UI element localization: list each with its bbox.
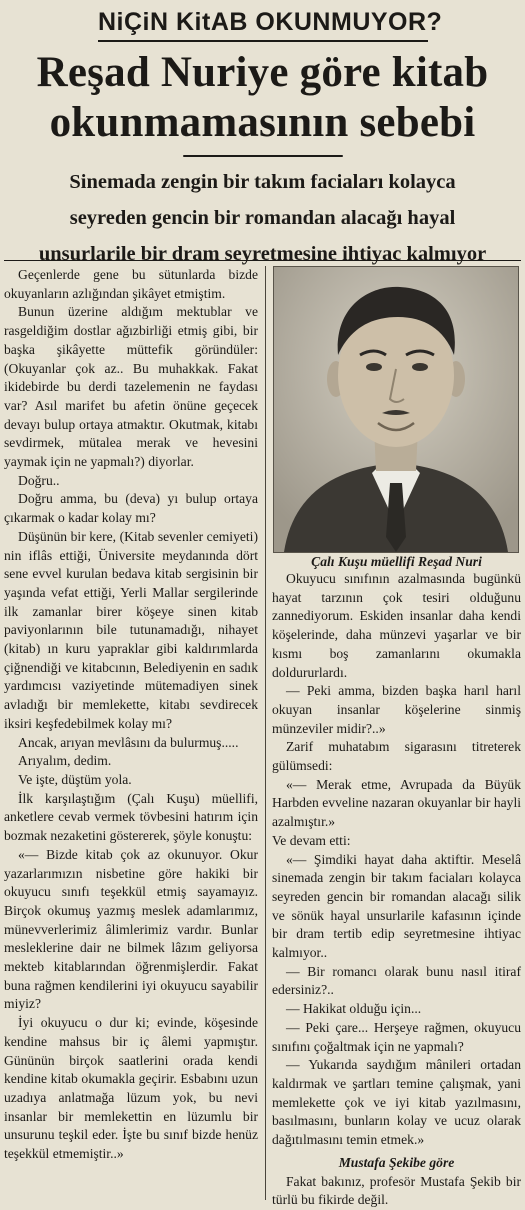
paragraph: — Peki amma, bizden başka harıl harıl okuyan insanlar köşelerine sinmiş münzeviler midir?..» bbox=[272, 683, 521, 736]
paragraph: Doğru amma, bu (deva) yı bulup ortaya çıkarmak o kadar kolay mı? bbox=[4, 491, 258, 526]
paragraph: — Bir romancı olarak bunu nasıl itiraf edersiniz?.. bbox=[272, 963, 521, 998]
paragraph: İyi okuyucu o dur ki; evinde, köşesinde kendine mahsus bir iç âlemi yapmıştır. Gününün birçok saatlerini orada kendi kendine kitab okumakla geçirir. Esbabını uzun uzadıya anlatmağa lüzum yok, bu nevi insanlar bir memlekettin en lüzumlu bir unsurunu teşkil eder. İşte bu sınıf bizde henüz teşekkül etmemiştir..» bbox=[4, 1015, 258, 1162]
paragraph: Ve işte, düştüm yola. bbox=[18, 771, 132, 787]
paragraph: Bunun üzerine aldığım mektublar ve rasgeldiğim dostlar ağızbirliği etmiş gibi, bir başka şikâyette müttefik göründüler: (Okuyanlar çok az.. Bu muhakkak. Fakat ikidebirde bu derdi tazelemenin ne faydası var? Asıl marifet bu afetin önüne geçecek devayı bulup ortaya atmaktır. Okutmak, kitabı sevdirmek, mütalea merak ve hevesini yaymak için ne yapmalı?) diyorlar. bbox=[4, 304, 258, 470]
ornamental-rule bbox=[183, 153, 343, 159]
headline bbox=[0, 48, 525, 148]
paragraph: Düşünün bir kere, (Kitab sevenler cemiyeti) nin iflâs ettiği, Üniversite meydanında dört sene evvel kurulan bedava kitab sergisinin bir yaşında vefat ettiği, Yerli Mallar sergilerinde ilk zamanlar birer köşeye sinen kitab paviyonlarının bile tutunamadığı, nihayet (kitab) ın kuru yapraklar gibi kaldırımlarda çiğnendiği ve kitabcının, Belediyenin en sadık yardımcısı vaziyetinde mütemadiyen sinek avladığı bir memlekette, kitabı sevdirecek iksiri keşfedebilmek kolay mı? bbox=[4, 528, 258, 731]
paragraph: Zarif muhatabım sigarasını titreterek gülümsedi: bbox=[272, 739, 521, 774]
section-divider bbox=[4, 260, 521, 261]
subheadline bbox=[6, 164, 519, 272]
paragraph: «— Şimdiki hayat daha aktiftir. Meselâ sinemada zengin bir takım faciaları kolayca seyreden gencin bir romandan alacağı silik ve sönük hayal unsurlarile kafasının içinde bir dram tertib edip seyretmesine ihtiyac kalmıyor.. bbox=[272, 851, 521, 961]
portrait-photo bbox=[273, 266, 519, 553]
right-column bbox=[272, 570, 521, 1210]
subhead-line-2: seyreden gencin bir romandan alacağı hayal bbox=[69, 207, 456, 229]
paragraph: İlk karşılaştığım (Çalı Kuşu) müellifi, anketlere cevab vermek tövbesini hatırım için bozmak nezaketini göstererek, şöyle konuştu: bbox=[4, 790, 258, 844]
paragraph: — Hakikat olduğu için... bbox=[286, 1001, 422, 1017]
section-subtitle: Mustafa Şekibe göre bbox=[338, 1154, 455, 1170]
paragraph: Geçenlerde gene bu sütunlarda bizde okuyanların azlığından şikâyet etmiştim. bbox=[4, 267, 258, 301]
portrait-photo-icon bbox=[274, 267, 518, 552]
headline-line-2: okunmamasının sebebi bbox=[49, 99, 476, 146]
paragraph: Fakat bakınız, profesör Mustafa Şekib bir türlü bu fikirde değil. bbox=[272, 1173, 521, 1208]
paragraph: Doğru.. bbox=[18, 472, 60, 488]
photo-caption: Çalı Kuşu müellifi Reşad Nuri bbox=[311, 554, 482, 569]
paragraph: Ancak, arıyan mevlâsını da bulurmuş..... bbox=[18, 734, 239, 750]
subhead-line-1: Sinemada zengin bir takım faciaları kolayca bbox=[69, 171, 456, 193]
paragraph: «— Merak etme, Avrupada da Büyük Harbden evveline nazaran okuyanlar bir hayli azalmıştır.» bbox=[272, 776, 521, 830]
headline-line-1: Reşad Nuriye göre kitab bbox=[36, 49, 489, 96]
paragraph: «— Bizde kitab çok az okunuyor. Okur yazarlarımızın nisbetine göre hakiki bir okuyucu sınıfı teşekkül etmiş sayamayız. Birçok okumuş yazmış meslek adamlarımız, münevverlerimiz âlimlerimiz vardır. Bunlar mesleklerine dair ne bilmek lâzım geliyorsa mekteb kitablarından öğrenmişlerdir. Fakat buna rağmen kendilerini iyi okuyucu sayabilir miyiz? bbox=[4, 846, 258, 1012]
paragraph: Okuyucu sınıfının azalmasında bugünkü hayat tarzının çok tesiri olduğunu zannediyorum. Eskiden insanlar daha kendi köşelerinde, daha münzevi yaşarlar ve bir kısmı boş zamanlarını okumakla doldururlardı. bbox=[272, 571, 521, 680]
left-column bbox=[4, 266, 258, 1164]
paragraph: — Peki çare... Herşeye rağmen, okuyucu sınıfını çoğaltmak için ne yapmalı? bbox=[272, 1019, 521, 1054]
paragraph: — Yukarıda saydığım mânileri ortadan kaldırmak ve şartları temine çalışmak, yani memlekette çok ve iyi kitab yazılmasını, basılmasını, bunların kolay ve ucuz olarak dağıtılmasını temin etmek.» bbox=[272, 1057, 521, 1148]
paragraph: Arıyalım, dedim. bbox=[18, 753, 112, 769]
column-divider bbox=[265, 266, 266, 1200]
subhead-line-3: unsurlarile bir dram seyretmesine ihtiyac kalmıyor bbox=[38, 243, 487, 265]
paragraph: Ve devam etti: bbox=[272, 832, 351, 848]
kicker-title: NiÇiN KitAB OKUNMUYOR? bbox=[98, 4, 428, 42]
